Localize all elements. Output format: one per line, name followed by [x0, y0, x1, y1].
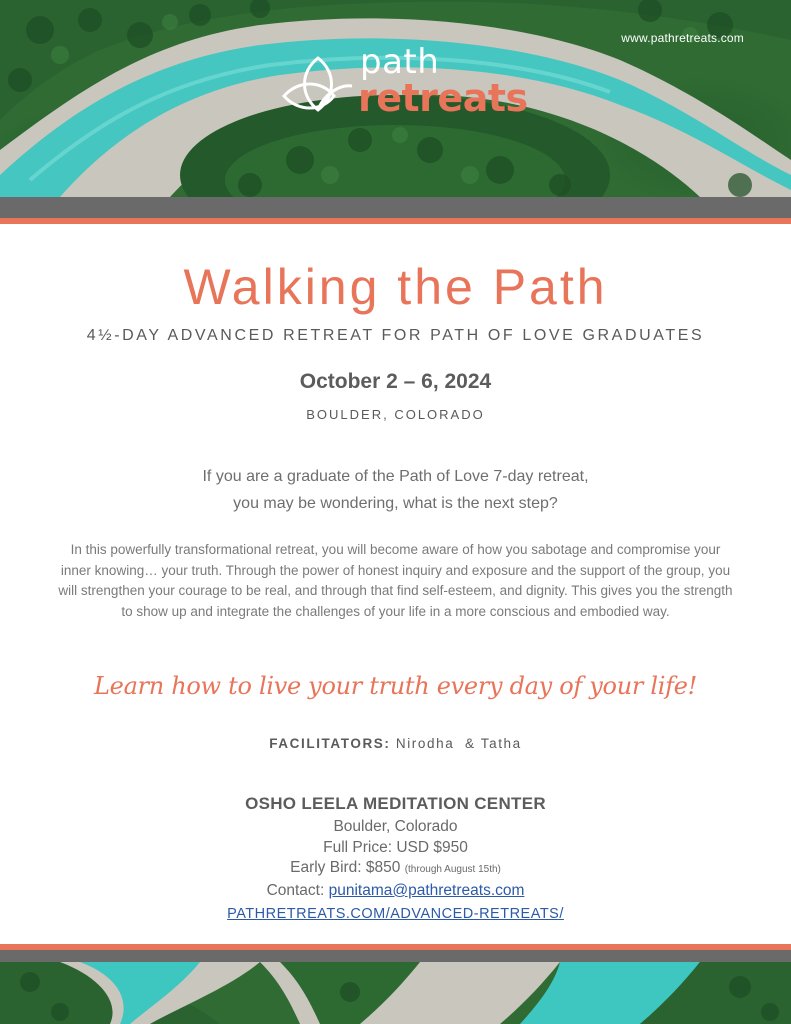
header-grey-band — [0, 197, 791, 218]
description-paragraph: In this powerfully transformational retreat, you will become aware of how you sabotage and compromise your inner knowing… your truth. Through the power of honest inquiry and exposure and the support of the group, you will strengthen your courage to be real, and through that find self-esteem, and dignity. This gives you the strength to show up and integrate the challenges of your life in a more conscious and embodied way. — [58, 542, 733, 619]
event-date: October 2 – 6, 2024 — [299, 370, 492, 393]
event-title: Walking the Path — [183, 259, 608, 315]
contact-line — [0, 881, 791, 902]
venue-name: OSHO LEELA MEDITATION CENTER — [245, 794, 546, 813]
venue-city: Boulder, Colorado — [333, 818, 458, 835]
facilitators-line — [0, 736, 791, 751]
early-bird-line — [0, 858, 791, 881]
footer-grey-band — [0, 950, 791, 962]
event-subtitle: 4½-DAY ADVANCED RETREAT FOR PATH OF LOVE GRADUATES — [86, 327, 705, 344]
contact-email-link[interactable]: punitama@pathretreats.com — [328, 881, 525, 899]
venue-info — [0, 817, 791, 901]
header-coral-band — [0, 218, 791, 224]
intro-question — [0, 463, 791, 517]
early-bird-price: Early Bird: $850 — [290, 859, 401, 877]
trinity-knot-icon — [278, 50, 358, 130]
facilitators-names: Nirodha & Tatha — [395, 736, 522, 751]
advanced-retreats-link[interactable]: PATHRETREATS.COM/ADVANCED-RETREATS/ — [227, 906, 564, 922]
tagline: Learn how to live your truth every day of your life! — [94, 672, 697, 700]
intro-line-2: you may be wondering, what is the next step? — [233, 495, 558, 512]
early-bird-note: (through August 15th) — [404, 864, 501, 876]
river-aerial-footer-illustration — [0, 962, 791, 1024]
logo-word-path: path — [360, 42, 440, 82]
intro-line-1: If you are a graduate of the Path of Love 7-day retreat, — [202, 468, 589, 485]
facilitators-label: FACILITATORS: — [269, 736, 391, 751]
footer-image — [0, 962, 791, 1024]
event-location: BOULDER, COLORADO — [306, 407, 485, 422]
contact-label: Contact: — [266, 881, 325, 899]
header-image — [0, 0, 791, 197]
website-url[interactable]: www.pathretreats.com — [621, 31, 744, 45]
path-retreats-logo — [278, 42, 528, 130]
full-price: Full Price: USD $950 — [323, 838, 468, 856]
logo-word-retreats: retreats — [358, 76, 528, 120]
